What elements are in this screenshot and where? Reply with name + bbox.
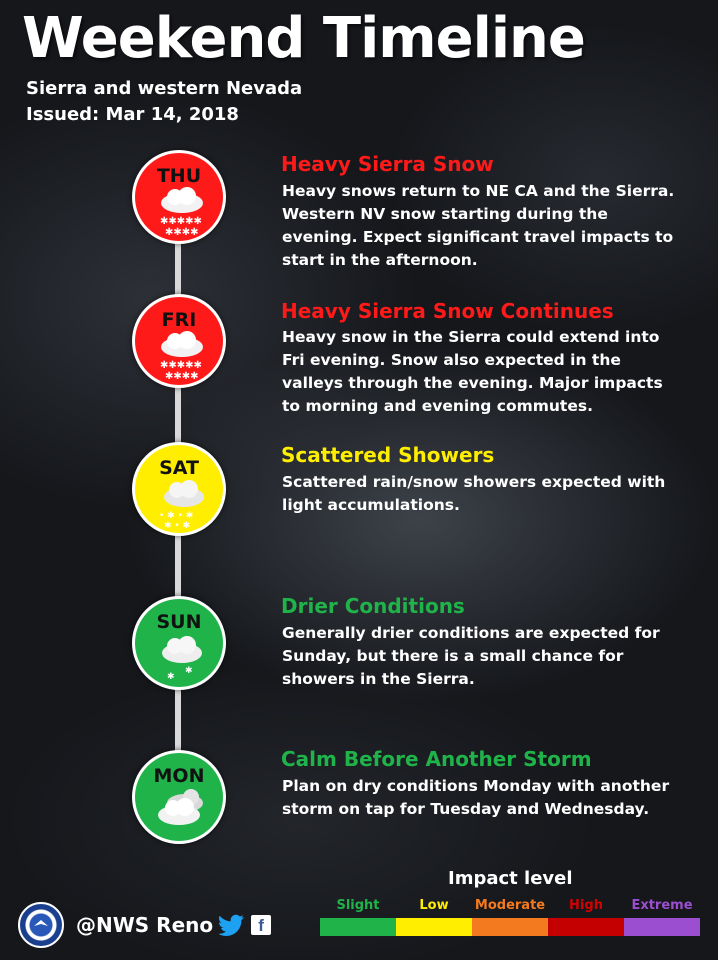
day-label: THU	[156, 165, 202, 187]
day-circle-thu	[132, 150, 226, 244]
heavy-snow-cloud-icon	[155, 331, 209, 383]
legend-label-extreme: Extreme	[631, 898, 693, 913]
event-title-mon: Calm Before Another Storm	[281, 747, 592, 771]
legend-swatch-extreme	[624, 918, 700, 936]
twitter-icon[interactable]	[219, 914, 245, 936]
svg-text:✱✱✱✱: ✱✱✱✱	[165, 227, 199, 238]
impact-legend-bar	[320, 918, 700, 936]
legend-title: Impact level	[448, 868, 573, 889]
day-circle-sun	[132, 596, 226, 690]
event-title-sat: Scattered Showers	[281, 443, 495, 467]
svg-text:✱✱✱✱: ✱✱✱✱	[165, 371, 199, 382]
region-subtitle: Sierra and western Nevada	[26, 78, 303, 99]
cloudy-icon	[155, 787, 209, 839]
heavy-snow-cloud-icon	[155, 187, 209, 239]
event-desc-thu: Heavy snows return to NE CA and the Sierra. Western NV snow starting during the evening. Expect significant travel impacts to start in the afternoon.	[282, 182, 675, 269]
nws-logo	[18, 902, 64, 948]
svg-text:• ✱ • ✱: • ✱ • ✱	[159, 511, 194, 521]
day-label: SAT	[159, 457, 199, 479]
day-circle-fri	[132, 294, 226, 388]
legend-swatch-high	[548, 918, 624, 936]
event-desc-sat: Scattered rain/snow showers expected with light accumulations.	[282, 473, 666, 514]
legend-label-low: Low	[419, 898, 449, 913]
day-circle-mon	[132, 750, 226, 844]
legend-swatch-slight	[320, 918, 396, 936]
day-label: MON	[153, 765, 205, 787]
event-desc-mon: Plan on dry conditions Monday with another storm on tap for Tuesday and Wednesday.	[282, 777, 670, 818]
facebook-icon[interactable]: f	[251, 915, 271, 935]
event-desc-sun: Generally drier conditions are expected for Sunday, but there is a small chance for showers in the Sierra.	[282, 624, 660, 688]
social-icons	[219, 914, 271, 936]
footer	[18, 900, 271, 950]
legend-label-moderate: Moderate	[474, 898, 546, 913]
svg-text:✱: ✱	[185, 666, 193, 676]
svg-text:✱✱✱✱✱: ✱✱✱✱✱	[160, 360, 202, 371]
light-snow-cloud-icon	[155, 633, 209, 685]
svg-text:✱ • ✱: ✱ • ✱	[164, 521, 191, 531]
legend-label-high: High	[569, 898, 603, 913]
legend-label-slight: Slight	[336, 898, 380, 913]
day-label: FRI	[161, 309, 197, 331]
day-label: SUN	[156, 611, 202, 633]
legend-swatch-low	[396, 918, 472, 936]
day-circle-sat	[132, 442, 226, 536]
page-title: Weekend Timeline	[22, 6, 585, 71]
nws-logo-bird-icon	[20, 904, 62, 946]
issued-date: Issued: Mar 14, 2018	[26, 104, 239, 125]
rain-snow-showers-icon	[155, 479, 209, 531]
svg-text:✱✱✱✱✱: ✱✱✱✱✱	[160, 216, 202, 227]
legend-labels	[320, 898, 700, 913]
nws-reno-handle[interactable]: @NWS Reno	[76, 913, 214, 937]
legend-swatch-moderate	[472, 918, 548, 936]
event-title-fri: Heavy Sierra Snow Continues	[281, 299, 614, 323]
event-desc-fri: Heavy snow in the Sierra could extend into Fri evening. Snow also expected in the valleys through the evening. Major impacts to morning and evening commutes.	[282, 328, 663, 415]
event-title-sun: Drier Conditions	[281, 594, 465, 618]
svg-text:✱: ✱	[167, 672, 175, 682]
event-title-thu: Heavy Sierra Snow	[281, 152, 494, 176]
